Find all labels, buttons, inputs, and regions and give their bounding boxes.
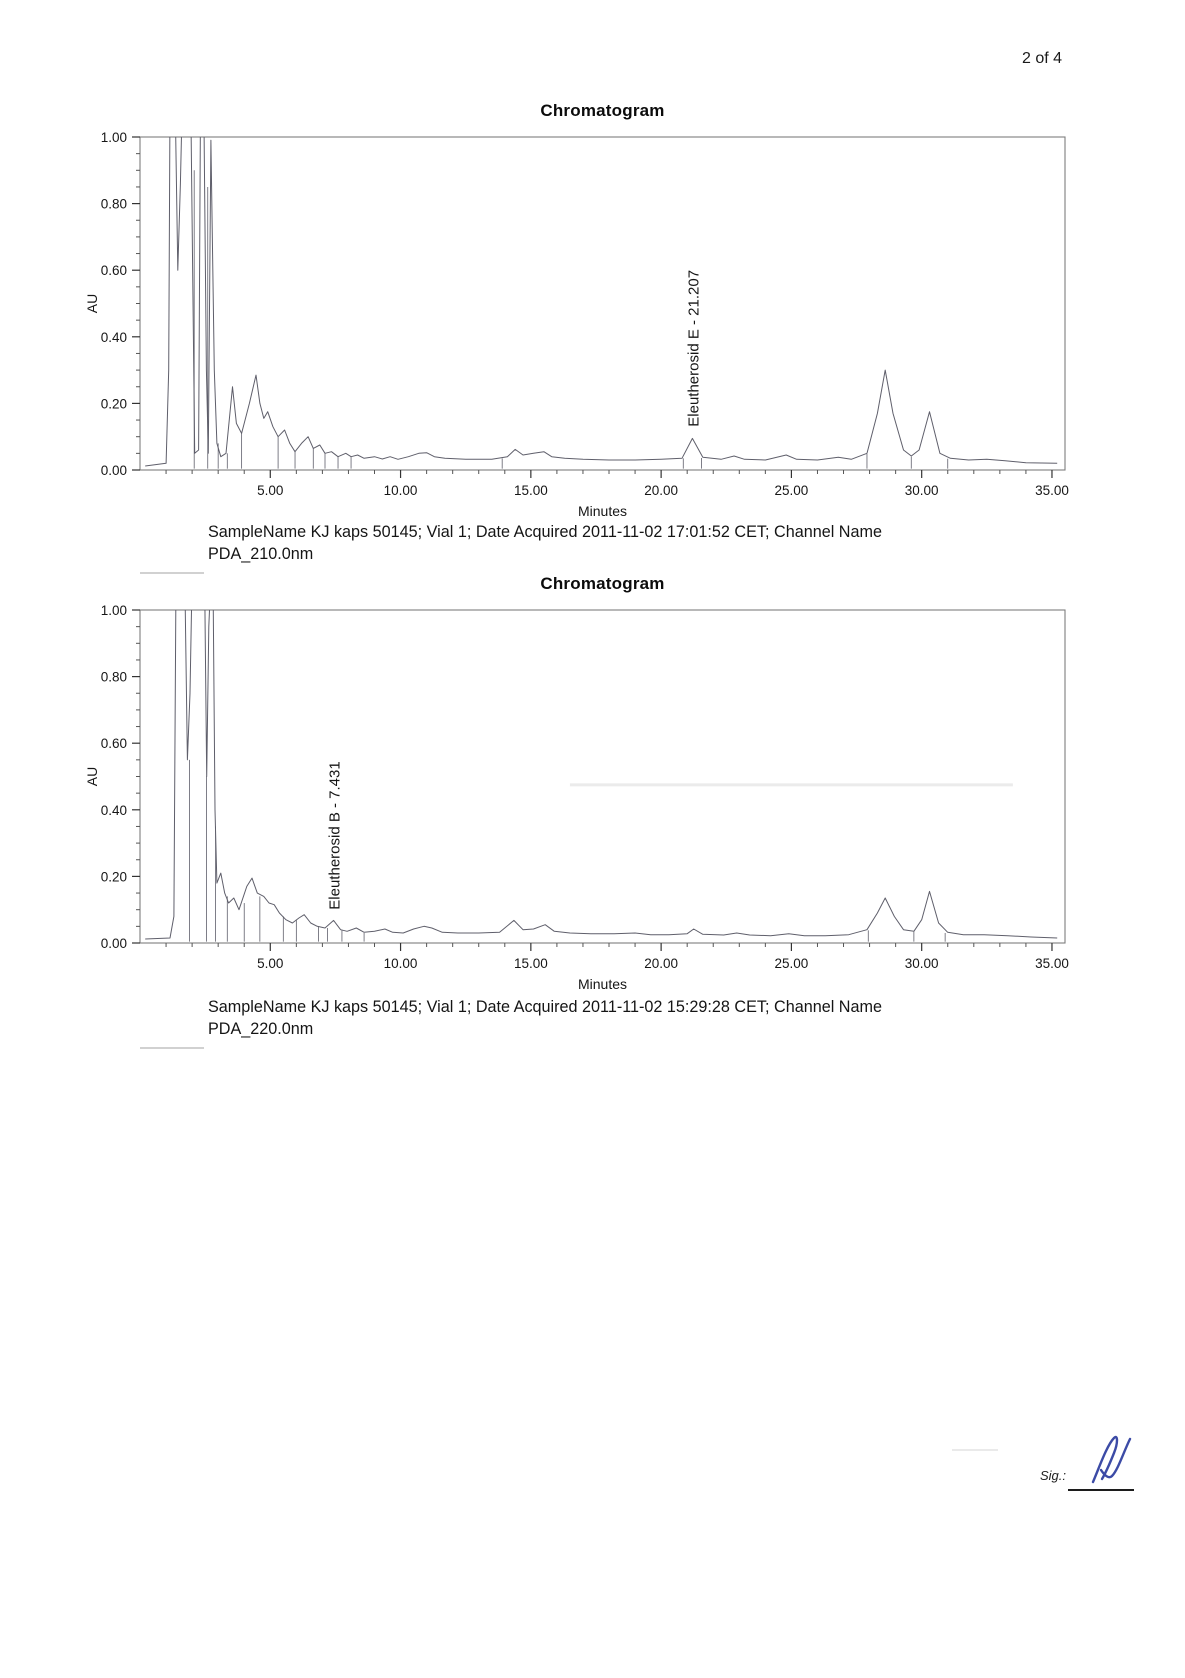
peak-retention-label: Eleutherosid E - 21.207 (685, 269, 703, 427)
x-tick-label: 10.00 (383, 483, 418, 498)
x-tick-label: 5.00 (257, 483, 284, 498)
x-tick-label: 35.00 (1035, 956, 1069, 971)
plot-border (140, 610, 1065, 943)
x-tick-label: 30.00 (904, 956, 939, 971)
signature-ink (1088, 1432, 1136, 1490)
caption-line-1: SampleName KJ kaps 50145; Vial 1; Date Acquired 2011-11-02 17:01:52 CET; Channel Name (208, 523, 882, 541)
x-tick-label: 5.00 (257, 956, 284, 971)
y-tick-label: 0.00 (100, 936, 127, 951)
x-tick-label: 30.00 (904, 483, 939, 498)
plot-border (140, 137, 1065, 470)
x-tick-label: 25.00 (774, 956, 809, 971)
scan-artifact (952, 1449, 998, 1451)
sample-caption-2 (208, 996, 1098, 1040)
y-tick-label: 0.60 (100, 263, 127, 279)
page-number: 2 of 4 (1022, 50, 1063, 67)
y-tick-label: 0.20 (100, 396, 127, 412)
y-tick-label: 0.80 (100, 669, 127, 685)
y-tick-label: 1.00 (100, 603, 127, 618)
y-tick-label: 0.40 (100, 802, 127, 818)
y-tick-label: 0.80 (100, 196, 127, 212)
x-tick-label: 20.00 (644, 956, 679, 971)
trace-line (145, 104, 1057, 466)
chromatogram-plot-2 (0, 601, 1185, 993)
x-tick-label: 20.00 (644, 483, 679, 498)
y-tick-label: 1.00 (100, 130, 127, 145)
x-axis-title: Minutes (577, 976, 628, 992)
y-tick-label: 0.20 (100, 869, 127, 885)
legend-line-swatch-2 (140, 1047, 204, 1049)
x-tick-label: 15.00 (513, 483, 548, 498)
x-tick-label: 15.00 (513, 956, 548, 971)
y-tick-label: 0.60 (100, 736, 127, 752)
sample-caption-1 (208, 521, 1098, 565)
y-axis-title: AU (84, 766, 100, 787)
chromatogram-plot-1 (0, 128, 1185, 520)
caption-line-1: SampleName KJ kaps 50145; Vial 1; Date Acquired 2011-11-02 15:29:28 CET; Channel Name (208, 998, 882, 1016)
x-axis-title: Minutes (577, 503, 628, 519)
chart-title-1: Chromatogram (540, 101, 665, 120)
y-tick-label: 0.00 (100, 463, 127, 478)
signature-label: Sig.: (1040, 1468, 1067, 1483)
x-tick-label: 10.00 (383, 956, 418, 971)
x-tick-label: 25.00 (774, 483, 809, 498)
trace-line (145, 577, 1057, 939)
caption-line-2: PDA_210.0nm (208, 545, 314, 563)
peak-retention-label: Eleutherosid B - 7.431 (326, 761, 344, 910)
chart-title-2: Chromatogram (540, 574, 665, 593)
y-axis-title: AU (84, 293, 100, 314)
y-tick-label: 0.40 (100, 329, 127, 345)
x-tick-label: 35.00 (1035, 483, 1069, 498)
caption-line-2: PDA_220.0nm (208, 1020, 314, 1038)
